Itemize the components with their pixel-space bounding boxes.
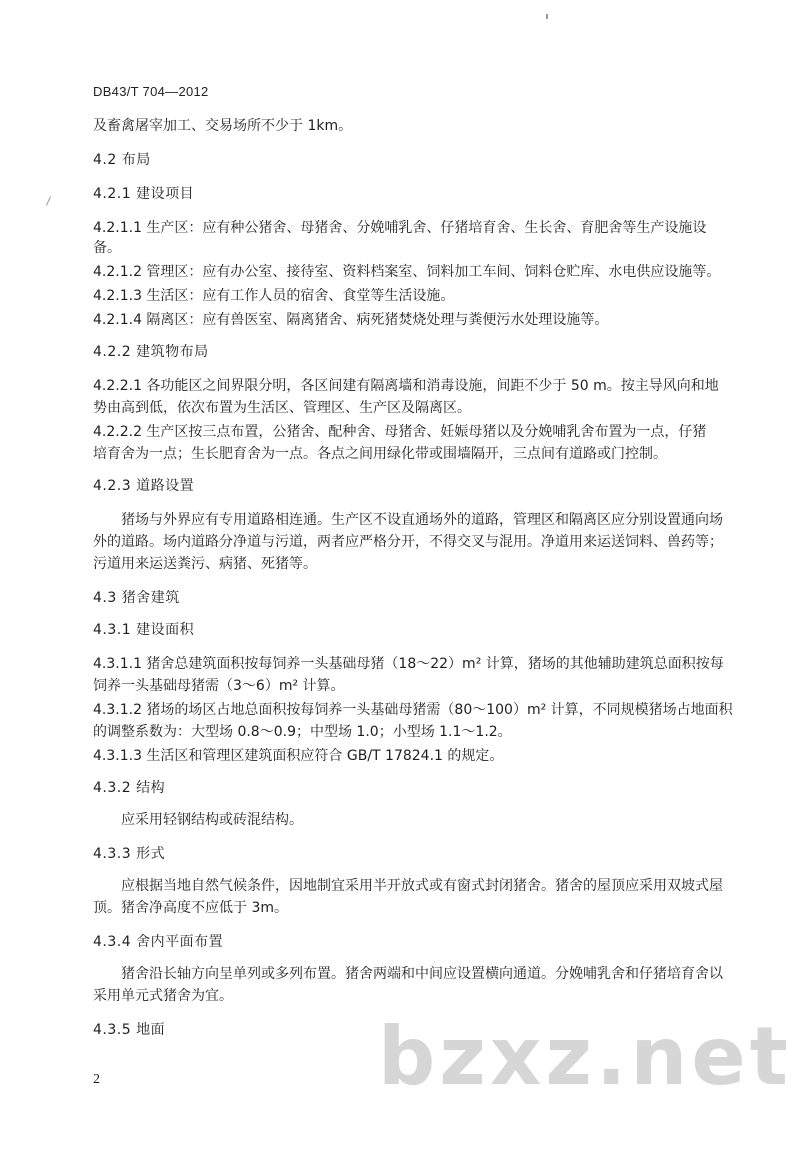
clause-4-2-2-1-cont: 势由高到低，依次布置为生活区、管理区、生产区及隔离区。 — [93, 400, 471, 416]
clause-4-3-1-1-cont: 饲养一头基础母猪需（3～6）m² 计算。 — [93, 678, 345, 694]
clause-4-2-2-2: 4.2.2.2 生产区按三点布置，公猪舍、配种舍、母猪舍、妊娠母猪以及分娩哺乳舍布置为一点，仔猪 — [93, 424, 707, 440]
paragraph-line: 污道用来运送粪污、病猪、死猪等。 — [93, 556, 317, 572]
page-number: 2 — [93, 1072, 100, 1087]
clause-4-3-1-3: 4.3.1.3 生活区和管理区建筑面积应符合 GB/T 17824.1 的规定。 — [93, 748, 504, 764]
paragraph-line: 顶。猪舍净高度不应低于 3m。 — [93, 900, 288, 916]
clause-4-3-1-2-cont: 的调整系数为：大型场 0.8～0.9；中型场 1.0；小型场 1.1～1.2。 — [93, 724, 512, 740]
scan-speck — [546, 14, 548, 19]
section-heading-4-2-2: 4.2.2 建筑物布局 — [93, 344, 209, 360]
clause-4-2-1-4: 4.2.1.4 隔离区：应有兽医室、隔离猪舍、病死猪焚烧处理与粪便污水处理设施等。 — [93, 312, 609, 328]
paragraph-line: 应采用轻钢结构或砖混结构。 — [121, 812, 303, 828]
section-heading-4-2-3: 4.2.3 道路设置 — [93, 478, 195, 494]
section-heading-4-3-1: 4.3.1 建设面积 — [93, 622, 195, 638]
section-heading-4-3-5: 4.3.5 地面 — [93, 1022, 166, 1038]
paragraph-line: 外的道路。场内道路分净道与污道，两者应严格分开，不得交叉与混用。净道用来运送饲料、兽药等； — [93, 534, 723, 550]
section-heading-4-3-4: 4.3.4 舍内平面布置 — [93, 934, 224, 950]
paragraph-line: 及畜禽屠宰加工、交易场所不少于 1km。 — [93, 118, 353, 134]
paragraph-line: 采用单元式猪舍为宜。 — [93, 988, 233, 1004]
clause-4-2-1-1-cont: 备。 — [93, 240, 121, 256]
section-heading-4-2-1: 4.2.1 建设项目 — [93, 186, 195, 202]
clause-4-2-2-2-cont: 培育舍为一点；生长肥育舍为一点。各点之间用绿化带或围墙隔开，三点间有道路或门控制。 — [93, 446, 667, 462]
scan-speck — [46, 196, 51, 205]
paragraph-line: 应根据当地自然气候条件，因地制宜采用半开放式或有窗式封闭猪舍。猪舍的屋顶应采用双坡式屋 — [121, 878, 723, 894]
clause-4-3-1-1: 4.3.1.1 猪舍总建筑面积按每饲养一头基础母猪（18～22）m² 计算，猪场的其他辅助建筑总面积按每 — [93, 656, 724, 672]
site-watermark: bzxz.net — [378, 1010, 792, 1103]
section-heading-4-3-3: 4.3.3 形式 — [93, 846, 166, 862]
section-heading-4-3: 4.3 猪舍建筑 — [93, 590, 180, 606]
paragraph-line: 猪舍沿长轴方向呈单列或多列布置。猪舍两端和中间应设置横向通道。分娩哺乳舍和仔猪培育舍以 — [121, 966, 723, 982]
clause-4-2-1-3: 4.2.1.3 生活区：应有工作人员的宿舍、食堂等生活设施。 — [93, 288, 455, 304]
section-heading-4-3-2: 4.3.2 结构 — [93, 780, 166, 796]
standard-code-header: DB43/T 704—2012 — [93, 84, 209, 99]
clause-4-2-1-1: 4.2.1.1 生产区：应有种公猪舍、母猪舍、分娩哺乳舍、仔猪培育舍、生长舍、育肥舍等生产设施设 — [93, 220, 707, 236]
paragraph-line: 猪场与外界应有专用道路相连通。生产区不设直通场外的道路，管理区和隔离区应分别设置通向场 — [121, 512, 723, 528]
clause-4-3-1-2: 4.3.1.2 猪场的场区占地总面积按每饲养一头基础母猪需（80～100）m² 计算，不同规模猪场占地面积 — [93, 702, 733, 718]
clause-4-2-1-2: 4.2.1.2 管理区：应有办公室、接待室、资料档案室、饲料加工车间、饲料仓贮库、水电供应设施等。 — [93, 264, 721, 280]
clause-4-2-2-1: 4.2.2.1 各功能区之间界限分明，各区间建有隔离墙和消毒设施，间距不少于 50 m。按主导风向和地 — [93, 378, 719, 394]
section-heading-4-2: 4.2 布局 — [93, 152, 151, 168]
